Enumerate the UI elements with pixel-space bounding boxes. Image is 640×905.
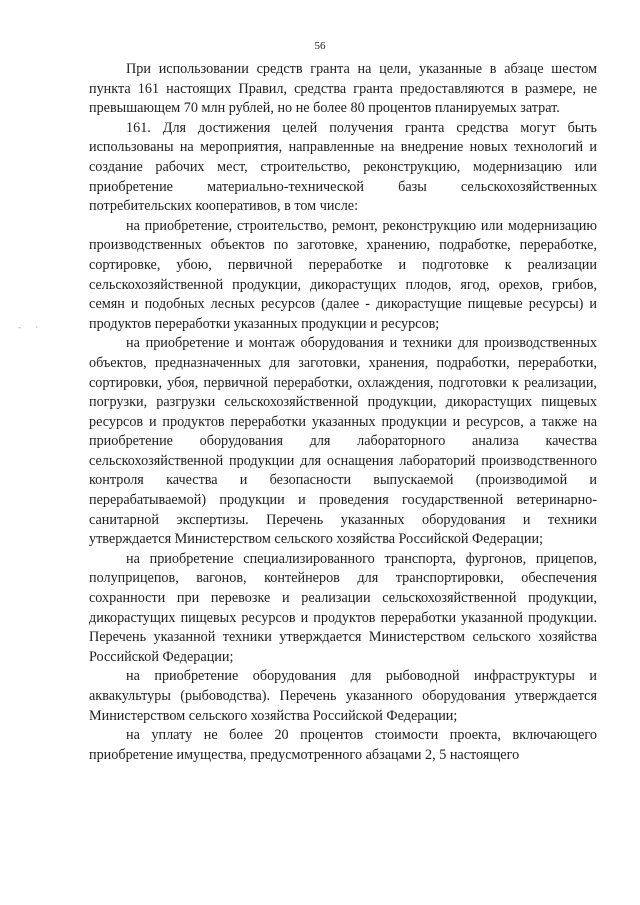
paragraph: на приобретение и монтаж оборудования и техники для производственных объектов, предназначенных для заготовки, хранения, подработки, переработки, сортировки, убоя, первичной переработки, охлаждения, подготовки к реализации, погрузки, разгрузки сельскохозяйственной продукции, дикорастущих пищевых ресурсов и продуктов переработки указанных продукции и ресурсов, а также на приобретение оборудования для лабораторного анализа качества сельскохозяйственной продукции для оснащения лабораторий производственного контроля качества и безопасности выпускаемой (производимой и перерабатываемой) продукции и проведения государственной ветеринарно-санитарной экспертизы. Перечень указанных оборудования и техники утверждается Министерством сельского хозяйства Российской Федерации; xyxy=(89,335,597,548)
paragraph: 161. Для достижения целей получения гранта средства могут быть использованы на мероприятия, направленные на внедрение новых технологий и создание рабочих мест, строительство, реконструкцию, модернизацию или приобретение материально-технической базы сельскохозяйственных потребительских кооперативов, в том числе: xyxy=(89,119,597,215)
page-number: 56 xyxy=(314,40,326,52)
paragraph: При использовании средств гранта на цели, указанные в абзаце шестом пункта 161 настоящих Правил, средства гранта предоставляются в размере, не превышающем 70 млн рублей, но не более 80 процентов планируемых затрат. xyxy=(89,61,597,117)
margin-mark: - · xyxy=(18,322,45,332)
paragraph: на приобретение специализированного транспорта, фургонов, прицепов, полуприцепов, вагонов, контейнеров для транспортировки, обеспечения сохранности при перевозке и реализации сельскохозяйственной продукции, дикорастущих пищевых ресурсов и продуктов переработки указанной продукции. Перечень указанной техники утверждается Министерством сельского хозяйства Российской Федерации; xyxy=(89,550,597,665)
document-body xyxy=(89,60,597,765)
paragraph: на приобретение, строительство, ремонт, реконструкцию или модернизацию производственных объектов по заготовке, хранению, подработке, переработке, сортировке, убою, первичной переработке и подготовке к реализации сельскохозяйственной продукции, дикорастущих плодов, ягод, орехов, грибов, семян и подобных лесных ресурсов (далее - дикорастущие пищевые ресурсы) и продуктов переработки указанных продукции и ресурсов; xyxy=(89,217,597,332)
paragraph: на приобретение оборудования для рыбоводной инфраструктуры и аквакультуры (рыбоводства). Перечень указанного оборудования утверждается Министерством сельского хозяйства Российской Федерации; xyxy=(89,668,597,724)
paragraph: на уплату не более 20 процентов стоимости проекта, включающего приобретение имущества, предусмотренного абзацами 2, 5 настоящего xyxy=(89,727,597,763)
